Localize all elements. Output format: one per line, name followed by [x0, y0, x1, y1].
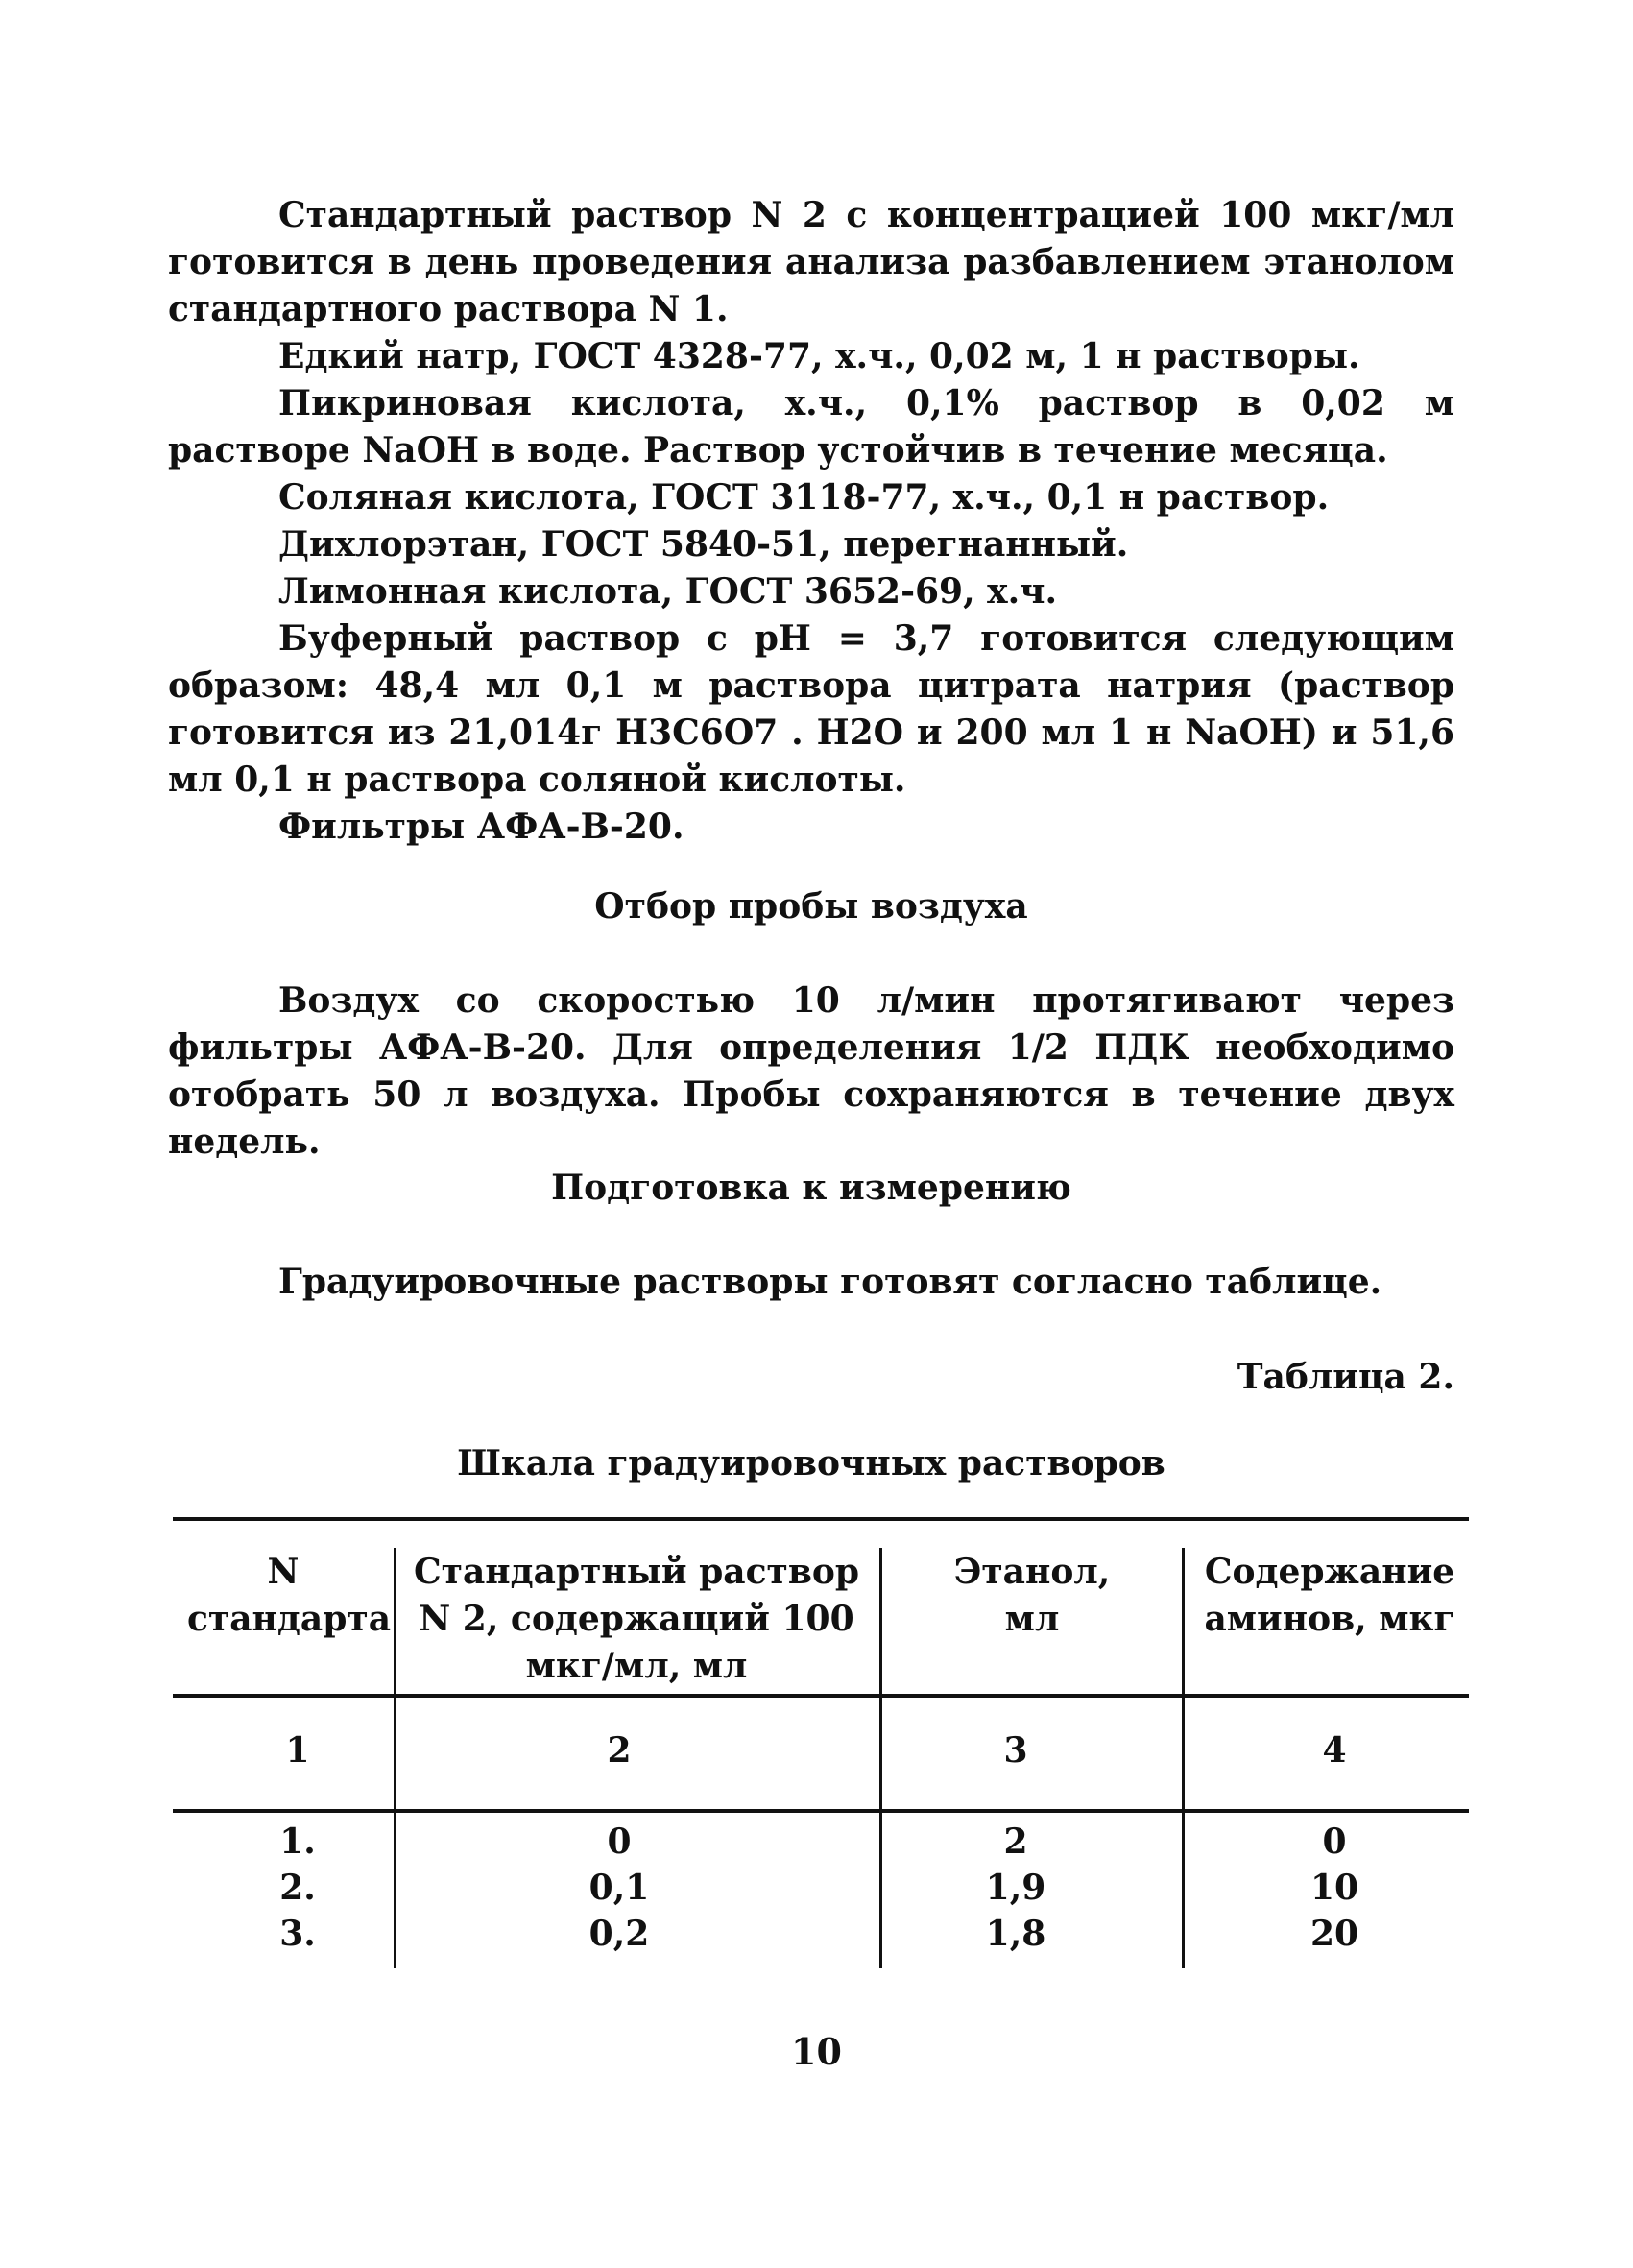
- paragraph-filters: Фильтры АФА-В-20.: [278, 807, 684, 847]
- paragraph-air-sampling: Воздух со скоростью 10 л/мин протягивают через фильтры АФА-В-20. Для определения 1/2 ПДК необходимо отобрать 50 л воздуха. Пробы сохраняются в течение двух недель.: [168, 980, 1454, 1162]
- paragraph-picric-acid: Пикриновая кислота, х.ч., 0,1% раствор в 0,02 м растворе NaOH в воде. Раствор устойчив в течение месяца.: [168, 383, 1454, 470]
- table-column-number: 3: [1003, 1730, 1028, 1771]
- paragraph-preparation: Градуировочные растворы готовят согласно таблице.: [278, 1262, 1382, 1302]
- table-header-cell: N стандарта: [187, 1552, 392, 1639]
- section-heading-air-sampling: Отбор пробы воздуха: [594, 886, 1028, 927]
- table-cell: 0: [607, 1822, 632, 1862]
- table-cell: 2: [1003, 1822, 1028, 1862]
- table-label: Таблица 2.: [1237, 1357, 1454, 1397]
- table-numbers-rule: [173, 1809, 1469, 1813]
- table-title: Шкала градуировочных растворов: [457, 1443, 1165, 1484]
- section-heading-preparation: Подготовка к измерению: [551, 1168, 1071, 1208]
- table-cell: 1,9: [985, 1868, 1046, 1908]
- paragraph-citric-acid: Лимонная кислота, ГОСТ 3652-69, х.ч.: [278, 571, 1058, 612]
- table-header-cell: Этанол, мл: [953, 1552, 1111, 1639]
- paragraph-standard-solution: Стандартный раствор N 2 с концентрацией 100 мкг/мл готовится в день проведения анализа разбавлением этанолом стандартного раствора N 1.: [168, 195, 1454, 329]
- table-column-number: 2: [607, 1730, 632, 1771]
- paragraph-buffer-solution: Буферный раствор с pH = 3,7 готовится следующим образом: 48,4 мл 0,1 м раствора цитрата натрия (раствор готовится из 21,014г H3C6O7 . H2O и 200 мл 1 н NaOH) и 51,6 мл 0,1 н раствора соляной кислоты.: [168, 618, 1454, 800]
- paragraph-hydrochloric-acid: Соляная кислота, ГОСТ 3118-77, х.ч., 0,1 н раствор.: [278, 477, 1330, 518]
- table-cell: 1,8: [985, 1914, 1046, 1954]
- paragraph-sodium-hydroxide: Едкий натр, ГОСТ 4328-77, х.ч., 0,02 м, 1 н растворы.: [278, 336, 1360, 376]
- table-cell: 0,1: [588, 1868, 650, 1908]
- page-number: 10: [791, 2030, 842, 2073]
- table-cell: 3.: [279, 1914, 316, 1954]
- table-header-rule: [173, 1694, 1469, 1698]
- table-cell: 2.: [279, 1868, 316, 1908]
- table-header-cell: Содержание аминов, мкг: [1204, 1552, 1455, 1639]
- table-header-cell: Стандартный раствор N 2, содержащий 100 мкг/мл, мл: [413, 1552, 860, 1686]
- table-cell: 10: [1309, 1868, 1359, 1908]
- table-column-divider: [394, 1548, 396, 1968]
- table-top-rule: [173, 1517, 1469, 1521]
- table-cell: 0: [1322, 1822, 1347, 1862]
- table-column-divider: [879, 1548, 882, 1968]
- table-column-divider: [1182, 1548, 1185, 1968]
- table-column-number: 1: [285, 1730, 310, 1771]
- paragraph-dichloroethane: Дихлорэтан, ГОСТ 5840-51, перегнанный.: [278, 524, 1129, 565]
- table-cell: 0,2: [588, 1914, 650, 1954]
- table-cell: 1.: [279, 1822, 316, 1862]
- table-cell: 20: [1309, 1914, 1359, 1954]
- table-column-number: 4: [1322, 1730, 1347, 1771]
